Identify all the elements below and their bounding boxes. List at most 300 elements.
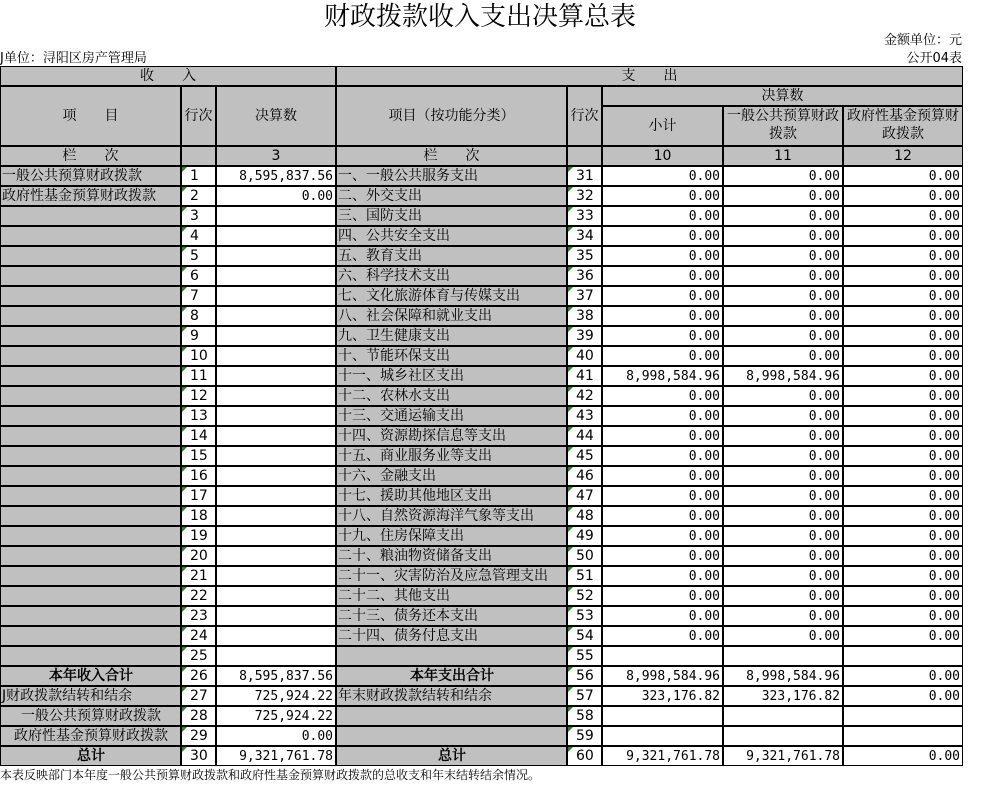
expense-rowno-cell[interactable]: 55 xyxy=(567,646,602,666)
income-item-cell[interactable] xyxy=(0,306,181,326)
income-item-cell[interactable] xyxy=(0,266,181,286)
general-budget-cell[interactable]: 0.00 xyxy=(723,426,843,446)
gov-fund-cell[interactable]: 0.00 xyxy=(843,586,963,606)
col-index-3[interactable]: 3 xyxy=(216,146,336,166)
subtotal-cell[interactable]: 9,321,761.78 xyxy=(602,746,723,766)
cell-comment-marker-icon xyxy=(568,407,573,412)
income-item-cell[interactable] xyxy=(0,346,181,366)
expense-item-cell[interactable] xyxy=(336,706,567,726)
subtotal-cell[interactable] xyxy=(602,726,723,746)
general-budget-cell[interactable]: 0.00 xyxy=(723,246,843,266)
cell-comment-marker-icon xyxy=(568,327,573,332)
general-budget-cell[interactable]: 0.00 xyxy=(723,266,843,286)
subtotal-cell[interactable]: 0.00 xyxy=(602,546,723,566)
col-index-11[interactable]: 11 xyxy=(723,146,843,166)
row-no-header[interactable]: 行次 xyxy=(181,86,216,146)
subtotal-cell[interactable]: 0.00 xyxy=(602,226,723,246)
gov-fund-cell[interactable]: 0.00 xyxy=(843,406,963,426)
income-amount-cell[interactable]: 725,924.22 xyxy=(216,686,336,706)
expense-rowno-cell[interactable]: 58 xyxy=(567,706,602,726)
gov-fund-header[interactable]: 政府性基金预算财政拨款 xyxy=(843,106,963,146)
subtotal-cell[interactable]: 0.00 xyxy=(602,526,723,546)
final-amount-header[interactable]: 决算数 xyxy=(216,86,336,146)
income-rowno-cell[interactable]: 13 xyxy=(181,406,216,426)
subtotal-header[interactable]: 小计 xyxy=(602,106,723,146)
subtotal-cell[interactable]: 0.00 xyxy=(602,206,723,226)
income-rowno-cell[interactable]: 24 xyxy=(181,626,216,646)
cell-comment-marker-icon xyxy=(182,547,187,552)
income-rowno-cell[interactable]: 18 xyxy=(181,506,216,526)
cell-comment-marker-icon xyxy=(182,507,187,512)
income-item-cell[interactable] xyxy=(0,426,181,446)
income-rowno-cell[interactable]: 22 xyxy=(181,586,216,606)
expense-rowno-cell[interactable]: 32 xyxy=(567,186,602,206)
expense-rowno-cell[interactable]: 41 xyxy=(567,366,602,386)
income-amount-cell[interactable] xyxy=(216,386,336,406)
expense-rowno-cell[interactable]: 54 xyxy=(567,626,602,646)
cell-comment-marker-icon xyxy=(182,307,187,312)
general-budget-header[interactable]: 一般公共预算财政拨款 xyxy=(723,106,843,146)
income-amount-cell[interactable]: 0.00 xyxy=(216,186,336,206)
general-budget-cell[interactable]: 0.00 xyxy=(723,566,843,586)
subtotal-cell[interactable]: 0.00 xyxy=(602,186,723,206)
gov-fund-cell[interactable]: 0.00 xyxy=(843,366,963,386)
expense-rowno-cell[interactable]: 52 xyxy=(567,586,602,606)
gov-fund-cell[interactable]: 0.00 xyxy=(843,246,963,266)
subtotal-cell[interactable]: 0.00 xyxy=(602,406,723,426)
income-rowno-cell[interactable]: 12 xyxy=(181,386,216,406)
income-rowno-cell[interactable]: 29 xyxy=(181,726,216,746)
income-item-cell[interactable] xyxy=(0,466,181,486)
expense-item-cell[interactable]: 十九、住房保障支出 xyxy=(336,526,567,546)
subtotal-cell[interactable]: 0.00 xyxy=(602,246,723,266)
income-rowno-cell[interactable]: 26 xyxy=(181,666,216,686)
gov-fund-cell[interactable]: 0.00 xyxy=(843,386,963,406)
gov-fund-cell[interactable]: 0.00 xyxy=(843,526,963,546)
income-item-cell[interactable] xyxy=(0,526,181,546)
cell-comment-marker-icon xyxy=(182,647,187,652)
expense-item-cell[interactable]: 二十、粮油物资储备支出 xyxy=(336,546,567,566)
income-item-cell[interactable] xyxy=(0,386,181,406)
expense-rowno-cell[interactable]: 57 xyxy=(567,686,602,706)
expense-item-cell[interactable]: 九、卫生健康支出 xyxy=(336,326,567,346)
subtotal-cell[interactable]: 0.00 xyxy=(602,426,723,446)
cell-comment-marker-icon xyxy=(568,707,573,712)
income-amount-cell[interactable] xyxy=(216,526,336,546)
col-index-label2[interactable]: 栏 次 xyxy=(336,146,567,166)
table-code: 公开04表 xyxy=(906,51,962,66)
income-rowno-cell[interactable]: 10 xyxy=(181,346,216,366)
subtotal-cell[interactable]: 0.00 xyxy=(602,386,723,406)
income-amount-cell[interactable] xyxy=(216,306,336,326)
expense-rowno-cell[interactable]: 48 xyxy=(567,506,602,526)
cell-comment-marker-icon xyxy=(568,387,573,392)
expense-item-cell[interactable]: 四、公共安全支出 xyxy=(336,226,567,246)
income-item-cell[interactable] xyxy=(0,366,181,386)
income-amount-cell[interactable]: 8,595,837.56 xyxy=(216,666,336,686)
income-rowno-cell[interactable]: 20 xyxy=(181,546,216,566)
cell-comment-marker-icon xyxy=(568,487,573,492)
expense-rowno-cell[interactable]: 33 xyxy=(567,206,602,226)
income-item-cell[interactable] xyxy=(0,246,181,266)
col-index-label[interactable]: 栏 次 xyxy=(0,146,181,166)
general-budget-cell[interactable] xyxy=(723,646,843,666)
income-amount-cell[interactable] xyxy=(216,566,336,586)
expense-rowno-cell[interactable]: 50 xyxy=(567,546,602,566)
expense-item-cell[interactable]: 十六、金融支出 xyxy=(336,466,567,486)
expense-rowno-cell[interactable]: 35 xyxy=(567,246,602,266)
expense-rowno-cell[interactable]: 56 xyxy=(567,666,602,686)
cell-comment-marker-icon xyxy=(568,567,573,572)
expense-item-cell[interactable]: 十七、援助其他地区支出 xyxy=(336,486,567,506)
gov-fund-cell[interactable]: 0.00 xyxy=(843,546,963,566)
cell-comment-marker-icon xyxy=(568,467,573,472)
expense-rowno-cell[interactable]: 39 xyxy=(567,326,602,346)
income-amount-cell[interactable] xyxy=(216,326,336,346)
income-item-cell[interactable] xyxy=(0,606,181,626)
income-rowno-cell[interactable]: 1 xyxy=(181,166,216,186)
income-item-cell[interactable] xyxy=(0,626,181,646)
cell-comment-marker-icon xyxy=(568,607,573,612)
expense-item-cell[interactable]: 三、国防支出 xyxy=(336,206,567,226)
gov-fund-cell[interactable]: 0.00 xyxy=(843,606,963,626)
income-item-cell[interactable]: 一般公共预算财政拨款 xyxy=(0,166,181,186)
cell-comment-marker-icon xyxy=(568,727,573,732)
income-rowno-cell[interactable]: 21 xyxy=(181,566,216,586)
subtotal-cell[interactable] xyxy=(602,706,723,726)
income-item-cell[interactable] xyxy=(0,486,181,506)
income-amount-cell[interactable] xyxy=(216,486,336,506)
expense-rowno-cell[interactable]: 42 xyxy=(567,386,602,406)
expense-rowno-cell[interactable]: 49 xyxy=(567,526,602,546)
row-no2-header[interactable]: 行次 xyxy=(567,86,602,146)
income-rowno-cell[interactable]: 30 xyxy=(181,746,216,766)
subtotal-cell[interactable]: 0.00 xyxy=(602,326,723,346)
income-rowno-cell[interactable]: 9 xyxy=(181,326,216,346)
cell-comment-marker-icon xyxy=(182,407,187,412)
general-budget-cell[interactable]: 0.00 xyxy=(723,306,843,326)
func-item-header[interactable]: 项目（按功能分类） xyxy=(336,86,567,146)
general-budget-cell[interactable]: 0.00 xyxy=(723,406,843,426)
income-amount-cell[interactable] xyxy=(216,246,336,266)
income-amount-cell[interactable] xyxy=(216,506,336,526)
expense-item-cell[interactable]: 七、文化旅游体育与传媒支出 xyxy=(336,286,567,306)
col-index-rowno2[interactable] xyxy=(567,146,602,166)
income-rowno-cell[interactable]: 4 xyxy=(181,226,216,246)
gov-fund-cell[interactable] xyxy=(843,706,963,726)
general-budget-cell[interactable]: 0.00 xyxy=(723,606,843,626)
subtotal-cell[interactable]: 0.00 xyxy=(602,626,723,646)
income-rowno-cell[interactable]: 6 xyxy=(181,266,216,286)
gov-fund-cell[interactable]: 0.00 xyxy=(843,206,963,226)
income-item-cell[interactable] xyxy=(0,286,181,306)
subtotal-cell[interactable]: 0.00 xyxy=(602,306,723,326)
income-rowno-cell[interactable]: 28 xyxy=(181,706,216,726)
income-item-cell[interactable] xyxy=(0,586,181,606)
expense-item-cell[interactable]: 八、社会保障和就业支出 xyxy=(336,306,567,326)
subtotal-cell[interactable]: 8,998,584.96 xyxy=(602,666,723,686)
cell-comment-marker-icon xyxy=(568,227,573,232)
expense-item-cell[interactable]: 十三、交通运输支出 xyxy=(336,406,567,426)
expense-item-cell[interactable]: 二十四、债务付息支出 xyxy=(336,626,567,646)
income-amount-cell[interactable] xyxy=(216,226,336,246)
general-budget-cell[interactable]: 0.00 xyxy=(723,226,843,246)
income-rowno-cell[interactable]: 11 xyxy=(181,366,216,386)
general-budget-cell[interactable]: 0.00 xyxy=(723,526,843,546)
subtotal-cell[interactable]: 0.00 xyxy=(602,606,723,626)
income-amount-cell[interactable]: 725,924.22 xyxy=(216,706,336,726)
expense-rowno-cell[interactable]: 37 xyxy=(567,286,602,306)
expense-rowno-cell[interactable]: 31 xyxy=(567,166,602,186)
cell-comment-marker-icon xyxy=(568,547,573,552)
expense-rowno-cell[interactable]: 36 xyxy=(567,266,602,286)
general-budget-cell[interactable]: 0.00 xyxy=(723,586,843,606)
income-amount-cell[interactable] xyxy=(216,366,336,386)
expense-rowno-cell[interactable]: 44 xyxy=(567,426,602,446)
expense-rowno-cell[interactable]: 51 xyxy=(567,566,602,586)
cell-comment-marker-icon xyxy=(182,567,187,572)
gov-fund-cell[interactable] xyxy=(843,646,963,666)
income-item-cell[interactable] xyxy=(0,326,181,346)
cell-comment-marker-icon xyxy=(182,327,187,332)
expense-rowno-cell[interactable]: 45 xyxy=(567,446,602,466)
cell-comment-marker-icon xyxy=(568,287,573,292)
income-amount-cell[interactable]: 0.00 xyxy=(216,726,336,746)
expense-item-cell[interactable]: 十、节能环保支出 xyxy=(336,346,567,366)
income-item-cell[interactable]: 本年收入合计 xyxy=(0,666,181,686)
item-header[interactable]: 项 目 xyxy=(0,86,181,146)
income-amount-cell[interactable] xyxy=(216,586,336,606)
income-item-cell[interactable]: 总计 xyxy=(0,746,181,766)
income-item-cell[interactable]: 政府性基金预算财政拨款 xyxy=(0,726,181,746)
income-rowno-cell[interactable]: 2 xyxy=(181,186,216,206)
subtotal-cell[interactable] xyxy=(602,646,723,666)
cell-comment-marker-icon xyxy=(568,307,573,312)
income-header[interactable]: 收 入 xyxy=(0,66,336,86)
cell-comment-marker-icon xyxy=(568,507,573,512)
general-budget-cell[interactable]: 0.00 xyxy=(723,346,843,366)
general-budget-cell[interactable]: 8,998,584.96 xyxy=(723,366,843,386)
income-item-cell[interactable]: 政府性基金预算财政拨款 xyxy=(0,186,181,206)
income-rowno-cell[interactable]: 23 xyxy=(181,606,216,626)
income-item-cell[interactable] xyxy=(0,226,181,246)
income-item-cell[interactable] xyxy=(0,446,181,466)
subtotal-cell[interactable]: 0.00 xyxy=(602,266,723,286)
general-budget-cell[interactable]: 0.00 xyxy=(723,446,843,466)
income-item-cell[interactable] xyxy=(0,566,181,586)
gov-fund-cell[interactable]: 0.00 xyxy=(843,166,963,186)
general-budget-cell[interactable]: 8,998,584.96 xyxy=(723,666,843,686)
cell-comment-marker-icon xyxy=(182,527,187,532)
income-amount-cell[interactable] xyxy=(216,646,336,666)
expense-item-cell[interactable]: 一、一般公共服务支出 xyxy=(336,166,567,186)
gov-fund-cell[interactable]: 0.00 xyxy=(843,286,963,306)
expense-rowno-cell[interactable]: 38 xyxy=(567,306,602,326)
cell-comment-marker-icon xyxy=(182,207,187,212)
cell-comment-marker-icon xyxy=(182,427,187,432)
cell-comment-marker-icon xyxy=(182,747,187,752)
expense-rowno-cell[interactable]: 53 xyxy=(567,606,602,626)
income-item-cell[interactable] xyxy=(0,546,181,566)
income-rowno-cell[interactable]: 16 xyxy=(181,466,216,486)
col-index-10[interactable]: 10 xyxy=(602,146,723,166)
expense-item-cell[interactable]: 十四、资源勘探信息等支出 xyxy=(336,426,567,446)
income-rowno-cell[interactable]: 3 xyxy=(181,206,216,226)
gov-fund-cell[interactable]: 0.00 xyxy=(843,426,963,446)
general-budget-cell[interactable]: 9,321,761.78 xyxy=(723,746,843,766)
cell-comment-marker-icon xyxy=(568,207,573,212)
expense-item-cell[interactable]: 十一、城乡社区支出 xyxy=(336,366,567,386)
subtotal-cell[interactable]: 0.00 xyxy=(602,466,723,486)
income-amount-cell[interactable]: 8,595,837.56 xyxy=(216,166,336,186)
gov-fund-cell[interactable]: 0.00 xyxy=(843,346,963,366)
general-budget-cell[interactable]: 0.00 xyxy=(723,506,843,526)
subtotal-cell[interactable]: 8,998,584.96 xyxy=(602,366,723,386)
expense-item-cell[interactable]: 十二、农林水支出 xyxy=(336,386,567,406)
subtotal-cell[interactable]: 0.00 xyxy=(602,286,723,306)
gov-fund-cell[interactable]: 0.00 xyxy=(843,326,963,346)
general-budget-cell[interactable]: 0.00 xyxy=(723,326,843,346)
income-amount-cell[interactable]: 9,321,761.78 xyxy=(216,746,336,766)
gov-fund-cell[interactable]: 0.00 xyxy=(843,446,963,466)
income-item-cell[interactable]: J财政拨款结转和结余 xyxy=(0,686,181,706)
subtotal-cell[interactable]: 0.00 xyxy=(602,486,723,506)
gov-fund-cell[interactable]: 0.00 xyxy=(843,626,963,646)
income-item-cell[interactable] xyxy=(0,506,181,526)
general-budget-cell[interactable]: 0.00 xyxy=(723,286,843,306)
expense-header[interactable]: 支 出 xyxy=(336,66,963,86)
cell-comment-marker-icon xyxy=(182,607,187,612)
subtotal-cell[interactable]: 0.00 xyxy=(602,586,723,606)
gov-fund-cell[interactable]: 0.00 xyxy=(843,486,963,506)
expense-item-cell[interactable] xyxy=(336,646,567,666)
expense-item-cell[interactable]: 六、科学技术支出 xyxy=(336,266,567,286)
subtotal-cell[interactable]: 323,176.82 xyxy=(602,686,723,706)
income-item-cell[interactable] xyxy=(0,646,181,666)
income-rowno-cell[interactable]: 5 xyxy=(181,246,216,266)
income-item-cell[interactable] xyxy=(0,406,181,426)
income-rowno-cell[interactable]: 7 xyxy=(181,286,216,306)
gov-fund-cell[interactable]: 0.00 xyxy=(843,666,963,686)
expense-rowno-cell[interactable]: 59 xyxy=(567,726,602,746)
expense-item-cell[interactable]: 二十三、债务还本支出 xyxy=(336,606,567,626)
gov-fund-cell[interactable]: 0.00 xyxy=(843,746,963,766)
expense-rowno-cell[interactable]: 34 xyxy=(567,226,602,246)
cell-comment-marker-icon xyxy=(182,387,187,392)
gov-fund-cell[interactable]: 0.00 xyxy=(843,226,963,246)
expense-item-cell[interactable]: 十八、自然资源海洋气象等支出 xyxy=(336,506,567,526)
expense-item-cell[interactable] xyxy=(336,726,567,746)
expense-item-cell[interactable]: 总计 xyxy=(336,746,567,766)
cell-comment-marker-icon xyxy=(568,367,573,372)
income-amount-cell[interactable] xyxy=(216,286,336,306)
income-amount-cell[interactable] xyxy=(216,406,336,426)
income-rowno-cell[interactable]: 8 xyxy=(181,306,216,326)
income-rowno-cell[interactable]: 19 xyxy=(181,526,216,546)
income-item-cell[interactable]: 一般公共预算财政拨款 xyxy=(0,706,181,726)
general-budget-cell[interactable]: 0.00 xyxy=(723,206,843,226)
general-budget-cell[interactable]: 0.00 xyxy=(723,546,843,566)
cell-comment-marker-icon xyxy=(182,707,187,712)
general-budget-cell[interactable]: 0.00 xyxy=(723,626,843,646)
expense-item-cell[interactable]: 二十一、灾害防治及应急管理支出 xyxy=(336,566,567,586)
gov-fund-cell[interactable]: 0.00 xyxy=(843,306,963,326)
expense-item-cell[interactable]: 本年支出合计 xyxy=(336,666,567,686)
expense-item-cell[interactable]: 二十二、其他支出 xyxy=(336,586,567,606)
income-rowno-cell[interactable]: 14 xyxy=(181,426,216,446)
cell-comment-marker-icon xyxy=(568,647,573,652)
subtotal-cell[interactable]: 0.00 xyxy=(602,346,723,366)
expense-item-cell[interactable]: 年末财政拨款结转和结余 xyxy=(336,686,567,706)
income-rowno-cell[interactable]: 25 xyxy=(181,646,216,666)
gov-fund-cell[interactable] xyxy=(843,726,963,746)
income-rowno-cell[interactable]: 27 xyxy=(181,686,216,706)
income-rowno-cell[interactable]: 17 xyxy=(181,486,216,506)
expense-item-cell[interactable]: 十五、商业服务业等支出 xyxy=(336,446,567,466)
general-budget-cell[interactable]: 323,176.82 xyxy=(723,686,843,706)
general-budget-cell[interactable] xyxy=(723,706,843,726)
cell-comment-marker-icon xyxy=(182,487,187,492)
cell-comment-marker-icon xyxy=(568,427,573,432)
general-budget-cell[interactable]: 0.00 xyxy=(723,166,843,186)
unit-label: 金额单位：元 xyxy=(883,33,962,48)
income-item-cell[interactable] xyxy=(0,206,181,226)
expense-item-cell[interactable]: 二、外交支出 xyxy=(336,186,567,206)
general-budget-cell[interactable]: 0.00 xyxy=(723,466,843,486)
final-group-header[interactable]: 决算数 xyxy=(602,86,963,106)
subtotal-cell[interactable]: 0.00 xyxy=(602,446,723,466)
income-amount-cell[interactable] xyxy=(216,546,336,566)
expense-rowno-cell[interactable]: 46 xyxy=(567,466,602,486)
cell-comment-marker-icon xyxy=(182,667,187,672)
income-amount-cell[interactable] xyxy=(216,206,336,226)
col-index-rowno[interactable] xyxy=(181,146,216,166)
cell-comment-marker-icon xyxy=(182,267,187,272)
cell-comment-marker-icon xyxy=(182,367,187,372)
gov-fund-cell[interactable]: 0.00 xyxy=(843,686,963,706)
cell-comment-marker-icon xyxy=(182,247,187,252)
gov-fund-cell[interactable]: 0.00 xyxy=(843,266,963,286)
income-rowno-cell[interactable]: 15 xyxy=(181,446,216,466)
income-amount-cell[interactable] xyxy=(216,446,336,466)
general-budget-cell[interactable]: 0.00 xyxy=(723,186,843,206)
subtotal-cell[interactable]: 0.00 xyxy=(602,166,723,186)
subtotal-cell[interactable]: 0.00 xyxy=(602,566,723,586)
expense-rowno-cell[interactable]: 47 xyxy=(567,486,602,506)
expense-rowno-cell[interactable]: 43 xyxy=(567,406,602,426)
income-amount-cell[interactable] xyxy=(216,426,336,446)
income-amount-cell[interactable] xyxy=(216,626,336,646)
expense-rowno-cell[interactable]: 40 xyxy=(567,346,602,366)
income-amount-cell[interactable] xyxy=(216,606,336,626)
income-amount-cell[interactable] xyxy=(216,266,336,286)
gov-fund-cell[interactable]: 0.00 xyxy=(843,466,963,486)
income-amount-cell[interactable] xyxy=(216,346,336,366)
gov-fund-cell[interactable]: 0.00 xyxy=(843,186,963,206)
expense-item-cell[interactable]: 五、教育支出 xyxy=(336,246,567,266)
col-index-12[interactable]: 12 xyxy=(843,146,963,166)
gov-fund-cell[interactable]: 0.00 xyxy=(843,506,963,526)
cell-comment-marker-icon xyxy=(568,527,573,532)
general-budget-cell[interactable] xyxy=(723,726,843,746)
expense-rowno-cell[interactable]: 60 xyxy=(567,746,602,766)
subtotal-cell[interactable]: 0.00 xyxy=(602,506,723,526)
general-budget-cell[interactable]: 0.00 xyxy=(723,486,843,506)
footnote: 本表反映部门本年度一般公共预算财政拨款和政府性基金预算财政拨款的总收支和年末结转结余情况。 xyxy=(0,768,541,782)
general-budget-cell[interactable]: 0.00 xyxy=(723,386,843,406)
income-amount-cell[interactable] xyxy=(216,466,336,486)
gov-fund-cell[interactable]: 0.00 xyxy=(843,566,963,586)
